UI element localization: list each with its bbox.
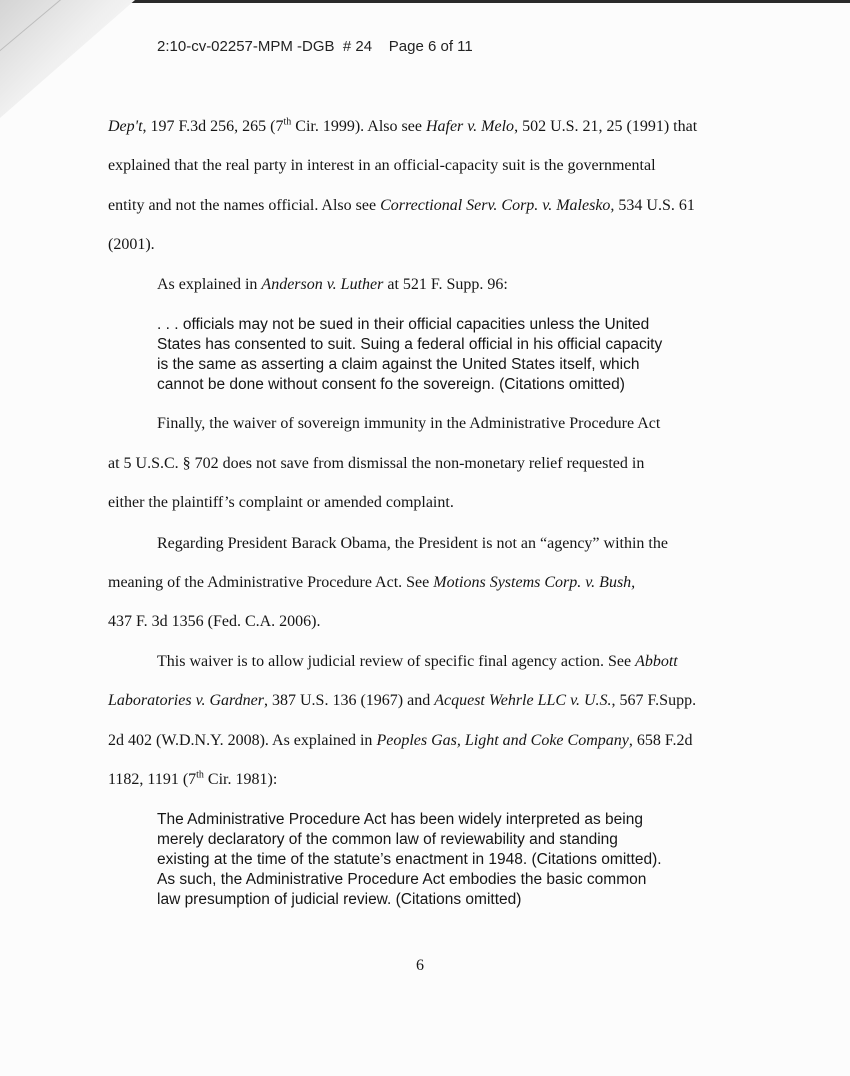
paragraph-3-line-1: Finally, the waiver of sovereign immunity in the Administrative Procedure Act: [157, 415, 661, 432]
paragraph-4-line-2: meaning of the Administrative Procedure Act. See Motions Systems Corp. v. Bush,: [108, 574, 636, 591]
paragraph-5-line-3: 2d 402 (W.D.N.Y. 2008). As explained in Peoples Gas, Light and Coke Company, 658 F.2d: [108, 732, 693, 749]
block-quote-2-line-5: law presumption of judicial review. (Citations omitted): [157, 891, 522, 908]
header-page-count: Page 6 of 11: [388, 38, 473, 55]
paragraph-2-line-1: As explained in Anderson v. Luther at 521 F. Supp. 96:: [157, 276, 508, 293]
paragraph-1-line-1: Dep't, 197 F.3d 256, 265 (7th Cir. 1999). Also see Hafer v. Melo, 502 U.S. 21, 25 (1991) that: [108, 116, 698, 135]
case-number: 2:10-cv-02257-MPM -DGB: [157, 38, 335, 55]
paragraph-4-line-1: Regarding President Barack Obama, the President is not an “agency” within the: [157, 535, 668, 552]
paragraph-5-line-2: Laboratories v. Gardner, 387 U.S. 136 (1967) and Acquest Wehrle LLC v. U.S., 567 F.Supp.: [108, 692, 697, 709]
paragraph-3-line-2: at 5 U.S.C. § 702 does not save from dismissal the non-monetary relief requested in: [108, 455, 645, 472]
paragraph-5-line-4: 1182, 1191 (7th Cir. 1981):: [108, 769, 278, 788]
block-quote-1-line-4: cannot be done without consent fo the sovereign. (Citations omitted): [157, 376, 625, 393]
block-quote-2-line-1: The Administrative Procedure Act has been widely interpreted as being: [157, 811, 643, 828]
block-quote-1-line-2: States has consented to suit. Suing a federal official in his official capacity: [157, 336, 663, 353]
paragraph-1-line-3: entity and not the names official. Also see Correctional Serv. Corp. v. Malesko, 534 U.S. 61: [108, 197, 695, 214]
document-number: # 24: [342, 38, 373, 55]
paragraph-1-line-2: explained that the real party in interest in an official-capacity suit is the governmental: [108, 157, 656, 174]
block-quote-2-line-4: As such, the Administrative Procedure Act embodies the basic common: [157, 871, 647, 888]
block-quote-2-line-3: existing at the time of the statute’s enactment in 1948. (Citations omitted).: [157, 851, 662, 868]
block-quote-2-line-2: merely declaratory of the common law of reviewability and standing: [157, 831, 618, 848]
block-quote-1-line-3: is the same as asserting a claim against the United States itself, which: [157, 356, 640, 373]
page-number: 6: [416, 957, 424, 974]
case-header: [157, 38, 473, 55]
paragraph-1-line-4: (2001).: [108, 236, 155, 253]
paragraph-3-line-3: either the plaintiff’s complaint or amended complaint.: [108, 494, 454, 511]
paragraph-5-line-1: This waiver is to allow judicial review of specific final agency action. See Abbott: [157, 653, 678, 670]
page-corner-curl: [0, 0, 135, 118]
paragraph-4-line-3: 437 F. 3d 1356 (Fed. C.A. 2006).: [108, 613, 321, 630]
block-quote-1-line-1: . . . officials may not be sued in their official capacities unless the United: [157, 316, 650, 333]
